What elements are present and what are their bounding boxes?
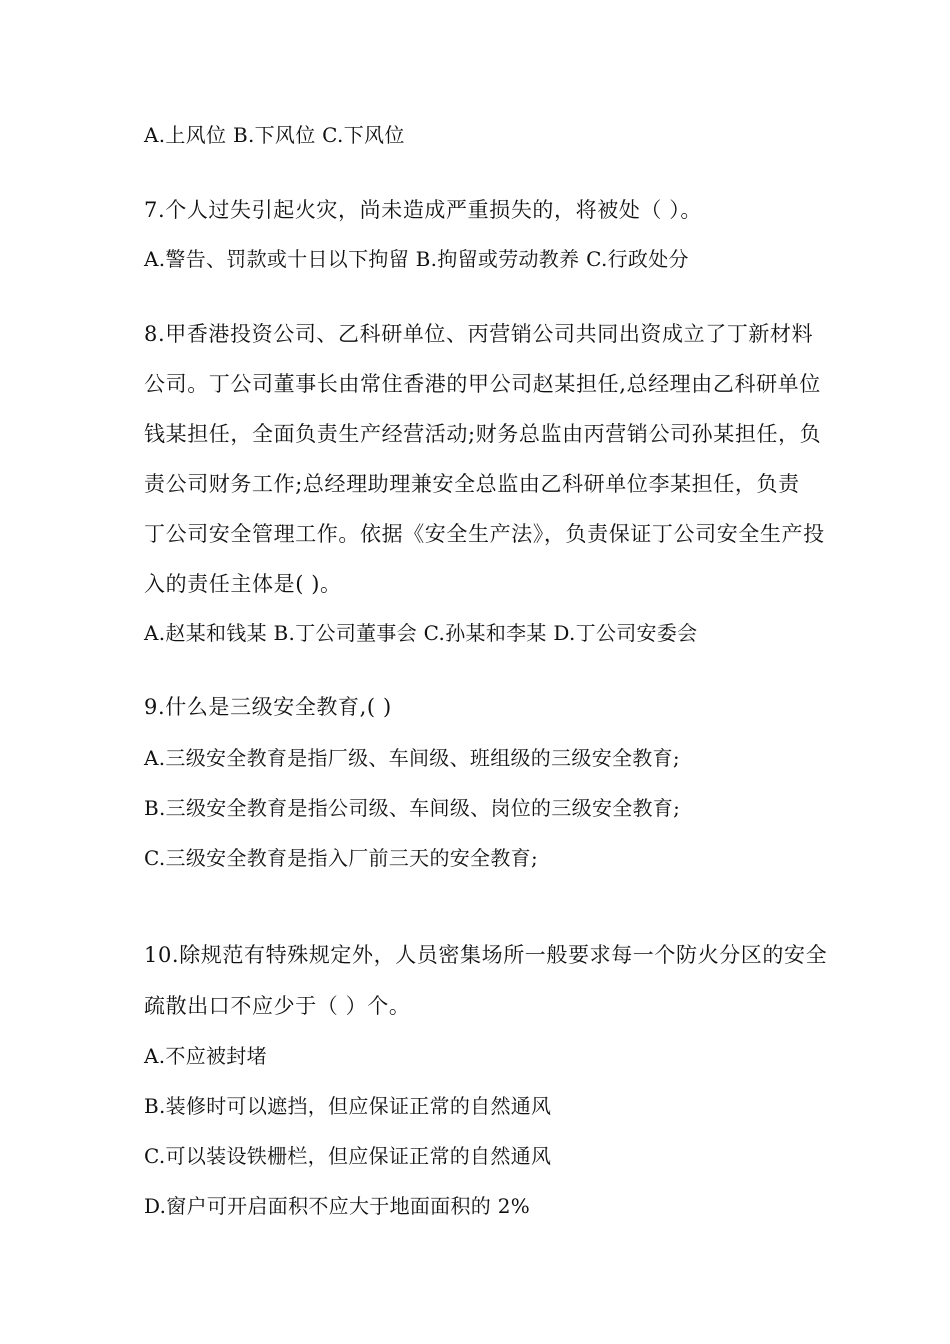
q7-options: A.警告、罚款或十日以下拘留 B.拘留或劳动教养 C.行政处分: [144, 247, 689, 271]
q9-option: B.三级安全教育是指公司级、车间级、岗位的三级安全教育;: [144, 796, 681, 820]
q9-option: C.三级安全教育是指入厂前三天的安全教育;: [144, 846, 538, 870]
q10-stem-line: 10.除规范有特殊规定外，人员密集场所一般要求每一个防火分区的安全: [144, 943, 828, 967]
q8-stem-line: 责公司财务工作;总经理助理兼安全总监由乙科研单位李某担任，负责: [144, 472, 800, 496]
q9-stem: 9.什么是三级安全教育,( ): [144, 695, 392, 719]
q8-stem-line: 入的责任主体是( )。: [144, 572, 342, 596]
q10-stem-line: 疏散出口不应少于（ ）个。: [144, 994, 411, 1018]
q8-stem-line: 公司。丁公司董事长由常住香港的甲公司赵某担任,总经理由乙科研单位: [144, 372, 821, 396]
q10-option: B.装修时可以遮挡，但应保证正常的自然通风: [144, 1094, 552, 1118]
q8-stem-line: 钱某担任，全面负责生产经营活动;财务总监由丙营销公司孙某担任，负: [144, 422, 822, 446]
q8-stem-line: 丁公司安全管理工作。依据《安全生产法》，负责保证丁公司安全生产投: [144, 522, 825, 546]
q10-option: D.窗户可开启面积不应大于地面面积的 2%: [144, 1194, 531, 1218]
q6-options: A.上风位 B.下风位 C.下风位: [144, 123, 405, 147]
q8-stem-line: 8.甲香港投资公司、乙科研单位、丙营销公司共同出资成立了丁新材料: [144, 322, 814, 346]
q9-option: A.三级安全教育是指厂级、车间级、班组级的三级安全教育;: [144, 746, 680, 770]
q7-stem: 7.个人过失引起火灾，尚未造成严重损失的，将被处（ ）。: [144, 198, 703, 222]
q8-options: A.赵某和钱某 B.丁公司董事会 C.孙某和李某 D.丁公司安委会: [144, 621, 698, 645]
q10-option: A.不应被封堵: [144, 1044, 267, 1068]
q10-option: C.可以装设铁栅栏，但应保证正常的自然通风: [144, 1144, 552, 1168]
